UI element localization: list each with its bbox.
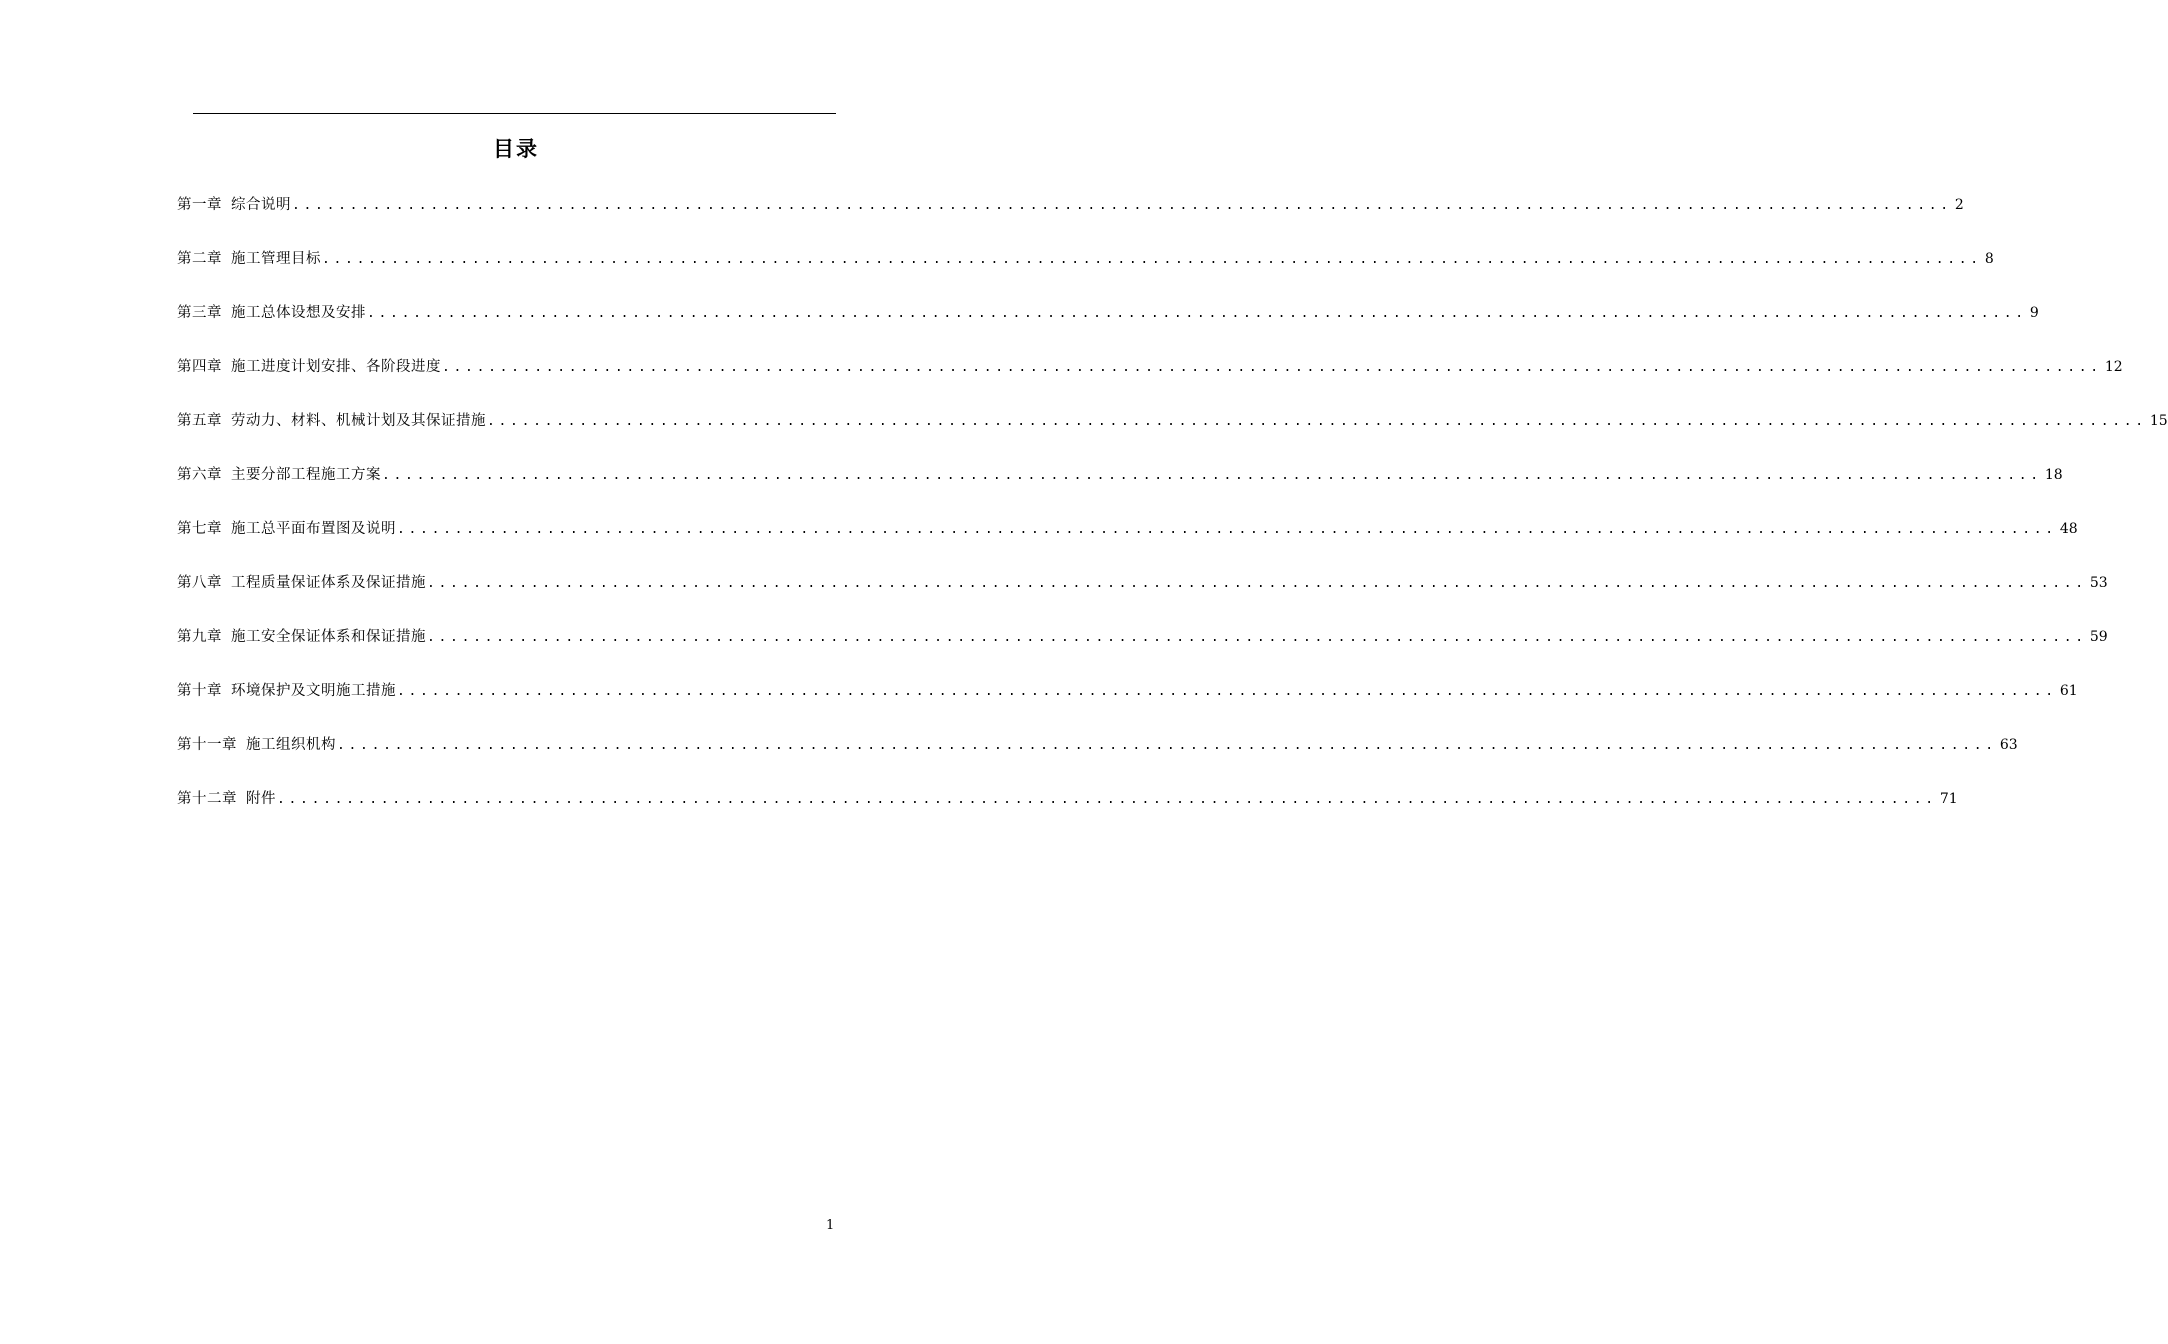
toc-entry[interactable] (177, 409, 2168, 463)
toc-dot-leader: ................................................................................................................................................ (367, 306, 2027, 321)
toc-entry[interactable] (177, 625, 2108, 679)
toc-entry[interactable] (177, 247, 1994, 301)
toc-page-number: 48 (2059, 521, 2078, 537)
toc-dot-leader: ................................................................................................................................................ (382, 468, 2042, 483)
toc-chapter-title: 劳动力、材料、机械计划及其保证措施 (231, 413, 486, 429)
toc-chapter-title: 施工组织机构 (246, 737, 336, 753)
header-rule (193, 113, 836, 114)
toc-chapter-number: 第五章 (177, 413, 222, 429)
toc-page-number: 12 (2104, 359, 2123, 375)
toc-dot-leader: ................................................................................................................................................ (397, 522, 2057, 537)
toc-entry[interactable] (177, 301, 2039, 355)
toc-dot-leader: ................................................................................................................................................ (427, 630, 2087, 645)
toc-entry[interactable] (177, 355, 2123, 409)
toc-chapter-title: 施工总体设想及安排 (231, 305, 366, 321)
toc-entry[interactable] (177, 463, 2063, 517)
toc-chapter-number: 第十二章 (177, 791, 237, 807)
page-number: 1 (826, 1218, 835, 1233)
toc-page-number: 59 (2089, 629, 2108, 645)
toc-chapter-number: 第九章 (177, 629, 222, 645)
table-of-contents (177, 193, 2168, 841)
page-title: 目录 (493, 137, 539, 161)
toc-entry[interactable] (177, 733, 2018, 787)
toc-entry[interactable] (177, 679, 2078, 733)
toc-page-number: 2 (1954, 197, 1964, 213)
toc-page-number: 18 (2044, 467, 2063, 483)
toc-chapter-number: 第六章 (177, 467, 222, 483)
toc-chapter-title: 环境保护及文明施工措施 (231, 683, 396, 699)
toc-chapter-number: 第二章 (177, 251, 222, 267)
toc-dot-leader: ................................................................................................................................................ (487, 414, 2147, 429)
toc-dot-leader: ................................................................................................................................................ (442, 360, 2102, 375)
toc-chapter-title: 附件 (246, 791, 276, 807)
toc-chapter-title: 工程质量保证体系及保证措施 (231, 575, 426, 591)
toc-page-number: 71 (1939, 791, 1958, 807)
toc-entry[interactable] (177, 517, 2078, 571)
toc-entry[interactable] (177, 787, 1958, 841)
toc-page-number: 63 (1999, 737, 2018, 753)
toc-chapter-number: 第十章 (177, 683, 222, 699)
toc-chapter-number: 第十一章 (177, 737, 237, 753)
toc-page-number: 61 (2059, 683, 2078, 699)
toc-chapter-title: 施工安全保证体系和保证措施 (231, 629, 426, 645)
toc-chapter-title: 施工总平面布置图及说明 (231, 521, 396, 537)
toc-entry[interactable] (177, 193, 1964, 247)
toc-chapter-number: 第三章 (177, 305, 222, 321)
toc-page-number: 8 (1984, 251, 1994, 267)
toc-dot-leader: ................................................................................................................................................ (277, 792, 1937, 807)
toc-entry[interactable] (177, 571, 2108, 625)
toc-chapter-title: 主要分部工程施工方案 (231, 467, 381, 483)
toc-chapter-title: 施工进度计划安排、各阶段进度 (231, 359, 441, 375)
toc-dot-leader: ................................................................................................................................................ (292, 198, 1952, 213)
toc-chapter-number: 第七章 (177, 521, 222, 537)
toc-page-number: 53 (2089, 575, 2108, 591)
toc-page-number: 15 (2149, 413, 2168, 429)
toc-dot-leader: ................................................................................................................................................ (397, 684, 2057, 699)
toc-chapter-title: 综合说明 (231, 197, 291, 213)
toc-page-number: 9 (2029, 305, 2039, 321)
toc-chapter-title: 施工管理目标 (231, 251, 321, 267)
toc-dot-leader: ................................................................................................................................................ (322, 252, 1982, 267)
toc-chapter-number: 第四章 (177, 359, 222, 375)
toc-chapter-number: 第八章 (177, 575, 222, 591)
toc-dot-leader: ................................................................................................................................................ (337, 738, 1997, 753)
toc-dot-leader: ................................................................................................................................................ (427, 576, 2087, 591)
toc-chapter-number: 第一章 (177, 197, 222, 213)
